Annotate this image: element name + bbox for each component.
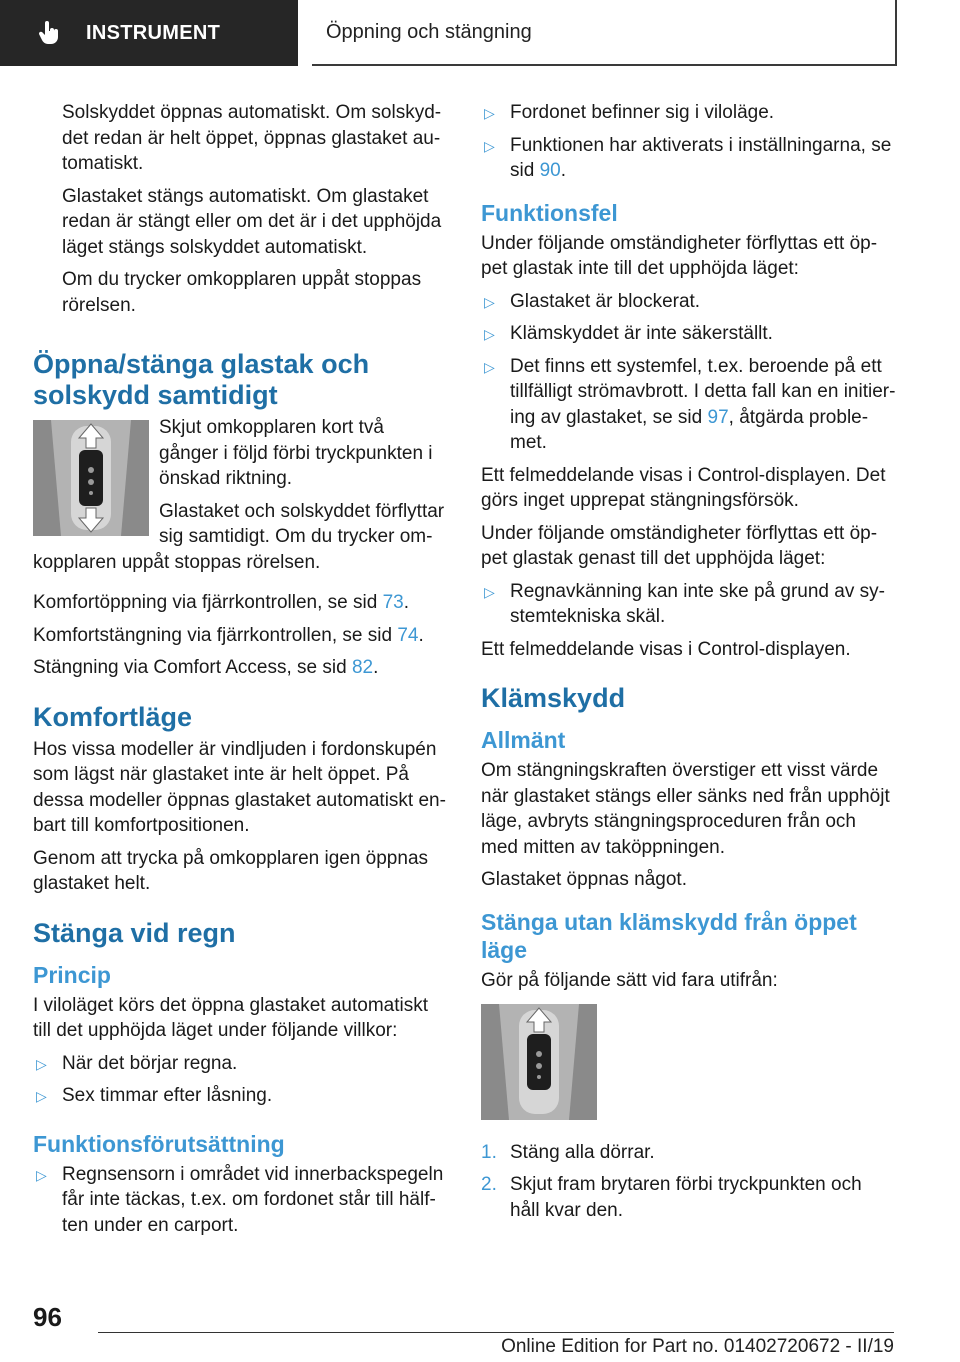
triangle-bullet-icon: ▷ bbox=[484, 326, 495, 342]
paragraph: Ett felmeddelande visas i Control-displayen. bbox=[481, 638, 851, 660]
topic-tab bbox=[312, 0, 897, 66]
paragraph: Hos vissa modeller är vindljuden i fordonskupén som lägst när glastaket inte är helt öppet. På dessa modeller öppnas glastaket automatiskt en‐bart till komfortpositionen. bbox=[33, 738, 446, 836]
heading-klamskydd: Klämskydd bbox=[481, 683, 626, 713]
heading-princip: Princip bbox=[33, 961, 111, 988]
edition-text: Online Edition for Part no. 01402720672 - II/19 bbox=[501, 1336, 894, 1357]
page-link[interactable]: 74 bbox=[397, 624, 419, 646]
triangle-bullet-icon: ▷ bbox=[484, 358, 495, 375]
heading-stanga-vid-regn: Stänga vid regn bbox=[33, 917, 236, 948]
triangle-bullet-icon: ▷ bbox=[484, 105, 495, 121]
princip-list bbox=[33, 1051, 448, 1109]
list-item: ▷ Sex timmar efter låsning. bbox=[33, 1083, 448, 1109]
hand-pointer-icon bbox=[36, 20, 62, 46]
triangle-bullet-icon: ▷ bbox=[36, 1166, 47, 1183]
paragraph: Om stängningskraften överstiger ett visst värde när glastaket stängs eller sänks ned från upphöjt läge, avbryts stängningsproceduren från och med mitten av taköppningen. bbox=[481, 760, 890, 858]
paragraph: Glastaket och solskyddet förflyttar sig samtidigt. Om du trycker om‐kopplaren uppåt stoppas rörelsen. bbox=[33, 500, 445, 573]
sunroof-switch-forward-figure bbox=[481, 1004, 597, 1120]
fel-list-2 bbox=[481, 579, 896, 630]
page-number: 96 bbox=[33, 1302, 62, 1332]
paragraph: Ett felmeddelande visas i Control-displayen. Det görs inget upprepat stängningsförsök. bbox=[481, 464, 886, 511]
page-header bbox=[0, 0, 960, 66]
paragraph: Under följande omständigheter förflyttas ett öp‐pet glastak genast till det upphöjda läget: bbox=[481, 522, 878, 569]
list-item: ▷ Klämskyddet är inte säkerställt. bbox=[481, 321, 896, 347]
paragraph: Solskyddet öppnas automatiskt. Om solskyd‐det redan är helt öppet, öppnas glastaket au‐tomatiskt. bbox=[62, 102, 442, 174]
paragraph: Gör på följande sätt vid fara utifrån: bbox=[481, 969, 778, 991]
heading-oppna-stanga: Öppna/stänga glastak och solskydd samtidigt bbox=[33, 349, 370, 410]
list-item: 1. Stäng alla dörrar. bbox=[481, 1141, 655, 1163]
list-item: ▷ När det börjar regna. bbox=[33, 1051, 448, 1077]
paragraph: Om du trycker omkopplaren uppåt stoppas rörelsen. bbox=[62, 269, 422, 316]
paragraph: I viloläget körs det öppna glastaket automatiskt till det upphöjda läget under följande villkor: bbox=[33, 994, 429, 1041]
section-tab bbox=[0, 0, 298, 66]
triangle-bullet-icon: ▷ bbox=[484, 583, 495, 600]
paragraph: Under följande omständigheter förflyttas ett öp‐pet glastak inte till det upphöjda läget: bbox=[481, 232, 878, 279]
heading-funktionsforutsattning: Funktionsförutsättning bbox=[33, 1130, 285, 1157]
list-item: 2. Skjut fram brytaren förbi tryckpunkten och håll kvar den. bbox=[481, 1174, 862, 1221]
list-item: ▷ Regnsensorn i området vid innerbackspegeln får inte täckas, t.ex. om fordonet står till hälf‐ten under en carport. bbox=[36, 1163, 444, 1236]
page-link[interactable]: 73 bbox=[382, 592, 404, 613]
heading-allmant: Allmänt bbox=[481, 727, 566, 753]
left-column bbox=[33, 100, 448, 1245]
paragraph: Komfortstängning via fjärrkontrollen, se sid 74. bbox=[33, 624, 424, 646]
footer-divider bbox=[98, 1332, 894, 1333]
page-link[interactable]: 97 bbox=[707, 406, 729, 428]
forut-list bbox=[33, 1162, 448, 1239]
triangle-bullet-icon: ▷ bbox=[36, 1055, 47, 1072]
heading-komfortlage: Komfortläge bbox=[33, 701, 193, 732]
fel-list bbox=[481, 289, 896, 456]
paragraph: Skjut omkopplaren kort två gånger i följd förbi tryckpunkten i önskad riktning. bbox=[159, 417, 433, 489]
page-link[interactable]: 82 bbox=[351, 657, 374, 678]
triangle-bullet-icon: ▷ bbox=[36, 1088, 47, 1104]
page-link[interactable]: 90 bbox=[539, 160, 561, 181]
right-column bbox=[481, 100, 896, 1230]
heading-stanga-utan-klamskydd: Stänga utan klämskydd från öppet läge bbox=[481, 908, 857, 963]
section-title: INSTRUMENT bbox=[86, 21, 221, 44]
paragraph: Glastaket öppnas något. bbox=[481, 869, 687, 890]
triangle-bullet-icon: ▷ bbox=[484, 293, 495, 310]
sunroof-switch-figure bbox=[33, 420, 149, 536]
list-item: ▷ Det finns ett systemfel, t.ex. beroende på ett tillfälligt strömavbrott. I detta fall kan en initier‐ing av glastaket, se sid 97, åtgärda proble‐met. bbox=[484, 355, 896, 453]
paragraph: Komfortöppning via fjärrkontrollen, se sid 73. bbox=[33, 592, 409, 613]
list-item: ▷ Regnavkänning kan inte ske på grund av sy‐stemtekniska skäl. bbox=[484, 580, 885, 627]
paragraph: Glastaket stängs automatiskt. Om glastaket redan är stängt eller om det är i det upphöjda läget stängs solskyddet automatiskt. bbox=[62, 185, 442, 258]
forut-list-continued bbox=[481, 100, 896, 184]
triangle-bullet-icon: ▷ bbox=[484, 137, 495, 154]
paragraph: Genom att trycka på omkopplaren igen öppnas glastaket helt. bbox=[33, 847, 429, 894]
paragraph: Stängning via Comfort Access, se sid 82. bbox=[33, 657, 379, 678]
list-item: ▷ Funktionen har aktiverats i inställningarna, se sid 90. bbox=[484, 134, 892, 181]
topic-title: Öppning och stängning bbox=[326, 20, 532, 43]
heading-funktionsfel: Funktionsfel bbox=[481, 199, 618, 226]
steps-list bbox=[481, 1140, 896, 1224]
list-item: ▷ Fordonet befinner sig i viloläge. bbox=[481, 100, 896, 126]
list-item: ▷ Glastaket är blockerat. bbox=[481, 289, 896, 315]
